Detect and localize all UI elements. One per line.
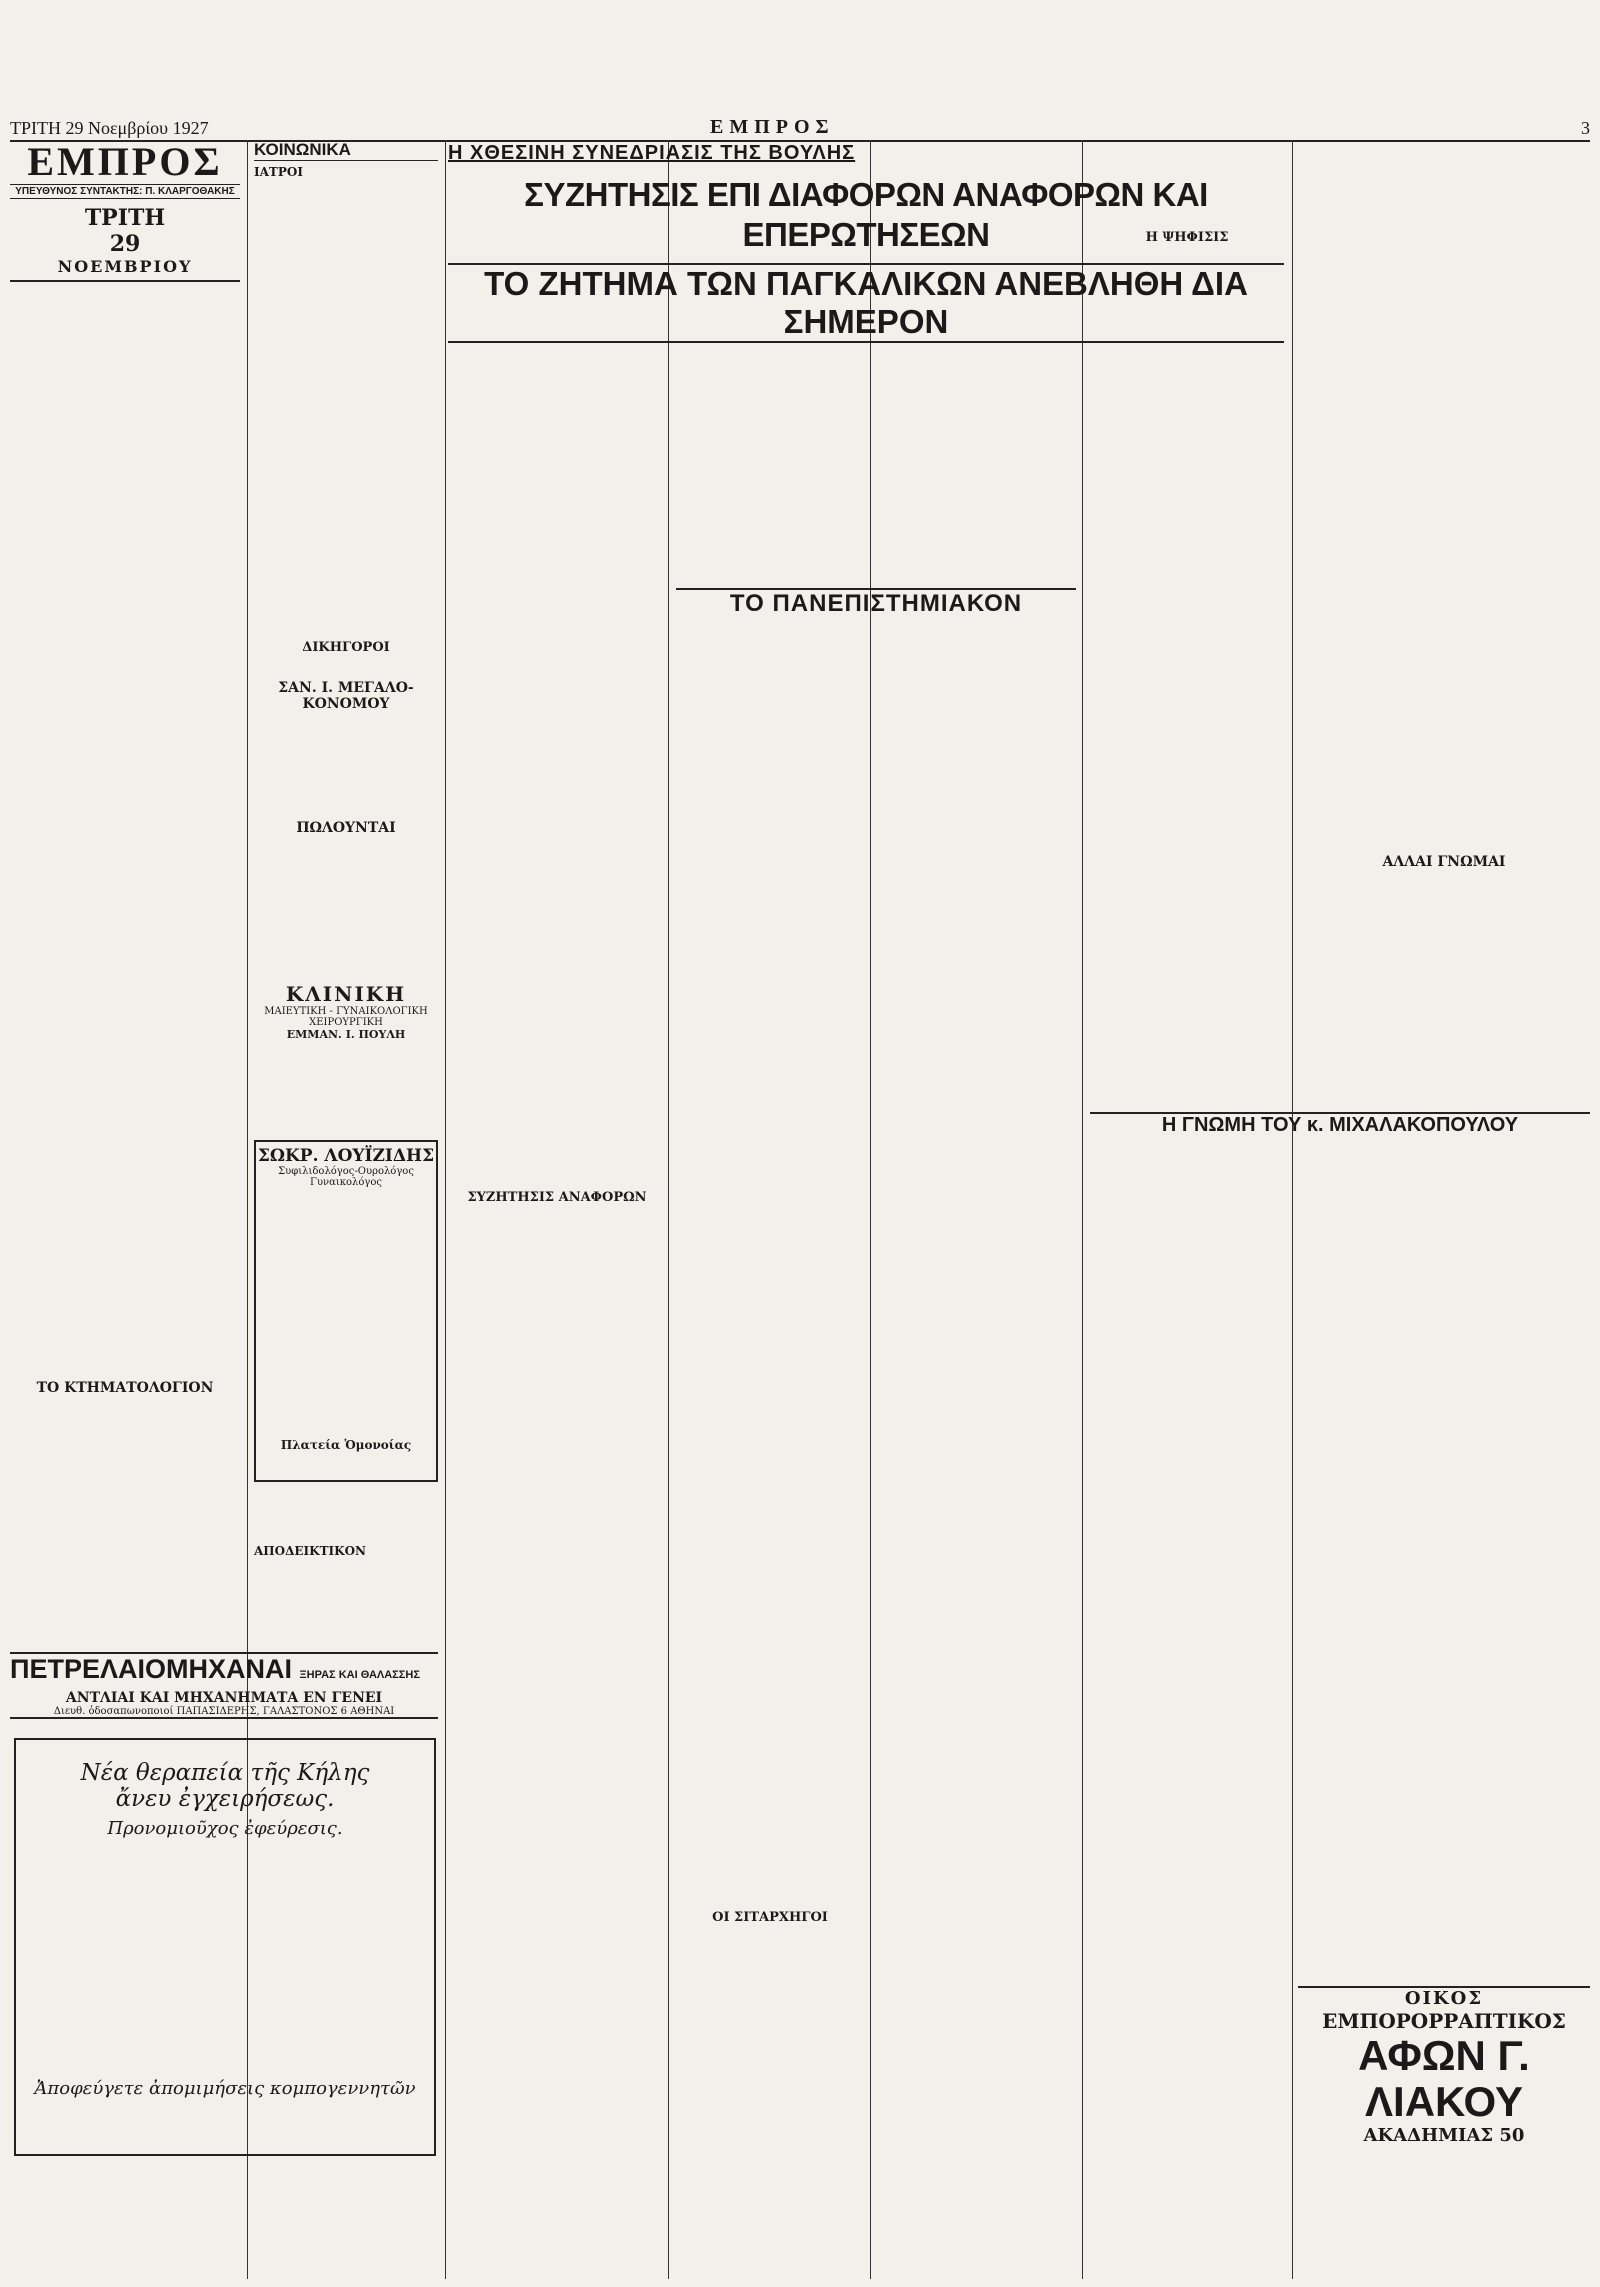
column-7 [1298, 140, 1590, 2279]
koinonika-heading: ΚΟΙΝΩΝΙΚΑ [254, 140, 438, 161]
psifisis-heading: Η ΨΗΦΙΣΙΣ [1145, 230, 1229, 245]
masthead-day-number: 29 [109, 231, 141, 257]
column-rule [445, 140, 446, 2279]
main-subhead: ΤΟ ΖΗΤΗΜΑ ΤΩΝ ΠΑΓΚΑΛΙΚΩΝ ΑΝΕΒΛΗΘΗ ΔΙΑ ΣΗΜΕΡΟΝ [448, 263, 1284, 343]
petroleum-ad [10, 1652, 438, 1719]
gnomi-heading: Η ΓΝΩΜΗ ΤΟΥ κ. ΜΙΧΑΛΑΚΟΠΟΥΛΟΥ [1090, 1112, 1590, 1137]
university-heading: ΤΟ ΠΑΝΕΠΙΣΤΗΜΙΑΚΟΝ [676, 588, 1076, 618]
doctor-name: ΣΩΚΡ. ΛΟΥΪΖΙΔΗΣ [257, 1146, 435, 1166]
editor-line: ΥΠΕΥΘΥΝΟΣ ΣΥΝΤΑΚΤΗΣ: Π. ΚΛΑΡΓΟΘΑΚΗΣ [10, 184, 240, 199]
hernia-ad-slogan: Ἀποφεύγετε ἀπομιμήσεις κομπογεννητῶν [34, 2078, 416, 2099]
header-date: ΤΡΙΤΗ 29 Νοεμβρίου 1927 [10, 118, 209, 138]
clinic-ad [254, 982, 438, 1041]
hernia-ad-title-2: ἄνευ ἐγχειρήσεως. [115, 1786, 335, 1812]
doctor-ad-box [254, 1140, 438, 1482]
column-3 [452, 250, 662, 2279]
column-6 [1088, 140, 1286, 2279]
masthead-month: ΝΟΕΜΒΡΙΟΥ [57, 257, 193, 276]
hernia-ad-title: Νέα θεραπεία τῆς Κήλης [80, 1760, 370, 1786]
clinic-name: ΕΜΜΑΝ. Ι. ΠΟΥΛΗ [286, 1028, 406, 1041]
petroleum-ad-title: ΠΕΤΡΕΛΑΙΟΜΗΧΑΝΑΙ ΞΗΡΑΣ ΚΑΙ ΘΑΛΑΣΣΗΣ [10, 1654, 420, 1684]
poulountai-ad-heading: ΠΩΛΟΥΝΤΑΙ [296, 820, 396, 836]
hernia-ad-box [14, 1738, 436, 2156]
trading-house-address: ΑΚΑΔΗΜΙΑΣ 50 [1363, 2125, 1525, 2146]
column-4 [676, 250, 864, 2279]
column-rule [870, 140, 871, 2279]
doctor-address: Πλατεία Ὁμονοίας [280, 1438, 412, 1452]
header-paper-name: ΕΜΠΡΟΣ [710, 116, 835, 138]
clinic-subtitle: ΜΑΙΕΥΤΙΚΗ - ΓΥΝΑΙΚΟΛΟΓΙΚΗ ΧΕΙΡΟΥΡΓΙΚΗ [264, 1006, 428, 1028]
petroleum-ad-subtitle: ΑΝΤΛΙΑΙ ΚΑΙ ΜΗΧΑΝΗΜΑΤΑ ΕΝ ΓΕΝΕΙ [65, 1690, 383, 1706]
sitarchigoi-heading: ΟΙ ΣΙΤΑΡΧΗΓΟΙ [712, 1910, 828, 1925]
trading-house-label: ΟΙΚΟΣ [1404, 1988, 1484, 2009]
allai-gnomai-heading: ΑΛΛΑΙ ΓΝΩΜΑΙ [1382, 854, 1506, 870]
column-rule [1082, 140, 1083, 2279]
column-rule [1292, 140, 1293, 2279]
ktimatologion-heading: ΤΟ ΚΤΗΜΑΤΟΛΟΓΙΟΝ [36, 1380, 214, 1396]
hernia-ad-subtitle: Προνομιοῦχος ἐφεύρεσις. [107, 1818, 343, 1839]
main-kicker: Η ΧΘΕΣΙΝΗ ΣΥΝΕΔΡΙΑΣΙΣ ΤΗΣ ΒΟΥΛΗΣ [448, 142, 856, 164]
trading-house-name: ΑΦΩΝ Γ. ΛΙΑΚΟΥ [1358, 2032, 1530, 2125]
column-rule [668, 140, 669, 2279]
main-headline: ΣΥΖΗΤΗΣΙΣ ΕΠΙ ΔΙΑΦΟΡΩΝ ΑΝΑΦΟΡΩΝ ΚΑΙ ΕΠΕΡΩΤΗΣΕΩΝ [524, 176, 1208, 253]
lawyer-ad: ΣΑΝ. Ι. ΜΕΓΑΛΟ-ΚΟΝΟΜΟΥ [278, 680, 414, 712]
trading-house-type: ΕΜΠΟΡΟΡΡΑΠΤΙΚΟΣ [1322, 2009, 1566, 2033]
clinic-title: ΚΛΙΝΙΚΗ [285, 982, 407, 1006]
doctor-specialty: Συφιλιδολόγος-Ουρολόγος Γυναικολόγος [278, 1166, 414, 1188]
petroleum-ad-address: Διευθ. ὁδοσαπωνοποιοί ΠΑΠΑΣΙΔΕΡΗΣ, ΓΑΛΑΣΤΟΝΟΣ 6 ΑΘΗΝΑΙ [53, 1706, 395, 1717]
masthead-box [10, 140, 240, 282]
column-5 [878, 250, 1076, 2279]
running-header [10, 118, 1590, 142]
trading-house-ad [1298, 1986, 1590, 2146]
dikigoroi-heading: ΔΙΚΗΓΟΡΟΙ [302, 640, 390, 655]
iatroi-heading: ΙΑΤΡΟΙ [254, 165, 303, 179]
header-page-number: 3 [1581, 118, 1590, 138]
masthead-day: ΤΡΙΤΗ [84, 205, 166, 231]
apodeiktikon-heading: ΑΠΟΔΕΙΚΤΙΚΟΝ [254, 1544, 366, 1558]
paper-logo: ΕΜΠΡΟΣ [27, 139, 223, 184]
syzitisis-anaforon-heading: ΣΥΖΗΤΗΣΙΣ ΑΝΑΦΟΡΩΝ [467, 1190, 647, 1205]
